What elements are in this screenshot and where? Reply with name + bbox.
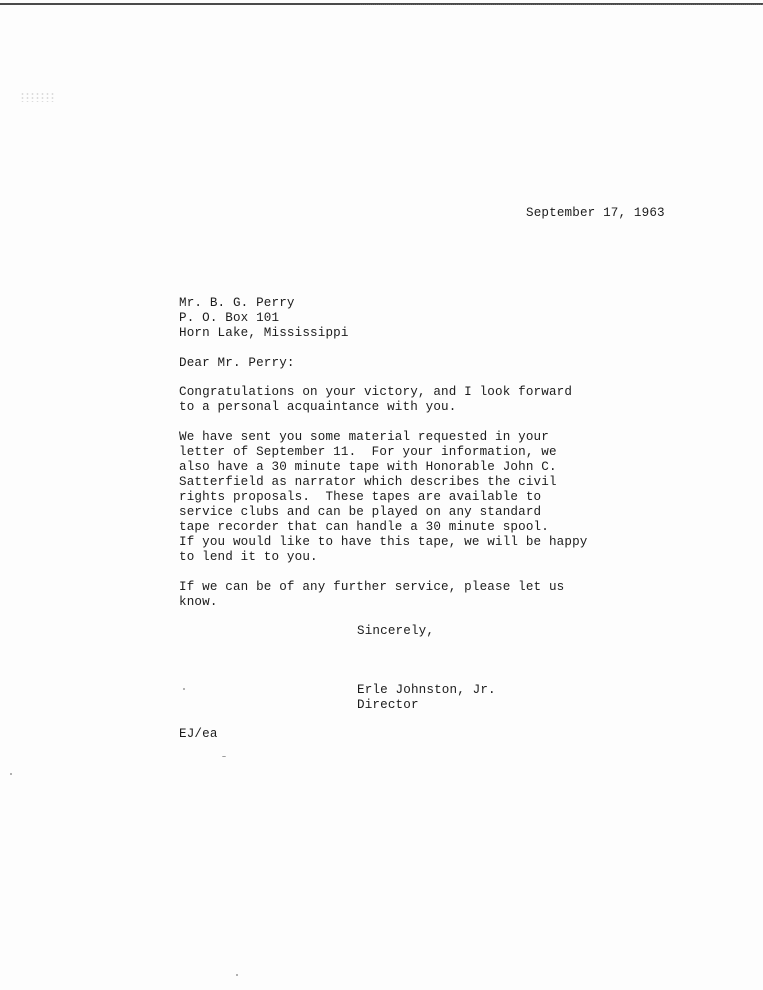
closing: Sincerely, bbox=[357, 624, 435, 638]
paragraph2-line: tape recorder that can handle a 30 minute spool. bbox=[179, 520, 549, 534]
paragraph2-line: We have sent you some material requested in your bbox=[179, 430, 549, 444]
paragraph3-line: know. bbox=[179, 595, 218, 609]
signer-title: Director bbox=[357, 698, 419, 712]
scan-speck bbox=[183, 688, 185, 690]
recipient-address-line2: Horn Lake, Mississippi bbox=[179, 326, 349, 340]
paragraph2-line: letter of September 11. For your information, we bbox=[179, 445, 557, 459]
scan-speck bbox=[236, 974, 238, 976]
scan-smudge bbox=[20, 92, 56, 102]
scan-speck bbox=[222, 756, 226, 757]
salutation: Dear Mr. Perry: bbox=[179, 356, 295, 370]
paragraph2-line: also have a 30 minute tape with Honorable John C. bbox=[179, 460, 557, 474]
paragraph2-line: If you would like to have this tape, we will be happy bbox=[179, 535, 588, 549]
paragraph1-line: Congratulations on your victory, and I look forward bbox=[179, 385, 573, 399]
paragraph1-line: to a personal acquaintance with you. bbox=[179, 400, 457, 414]
paragraph2-line: Satterfield as narrator which describes the civil bbox=[179, 475, 557, 489]
paragraph2-line: to lend it to you. bbox=[179, 550, 318, 564]
signer-name: Erle Johnston, Jr. bbox=[357, 683, 496, 697]
paragraph2-line: service clubs and can be played on any standard bbox=[179, 505, 542, 519]
scan-speck bbox=[10, 773, 12, 775]
paragraph2-line: rights proposals. These tapes are available to bbox=[179, 490, 542, 504]
letter-date: September 17, 1963 bbox=[526, 206, 665, 220]
recipient-address-line1: P. O. Box 101 bbox=[179, 311, 280, 325]
paragraph3-line: If we can be of any further service, please let us bbox=[179, 580, 565, 594]
recipient-name: Mr. B. G. Perry bbox=[179, 296, 295, 310]
typist-initials: EJ/ea bbox=[179, 727, 218, 741]
top-edge-marks bbox=[360, 0, 763, 5]
